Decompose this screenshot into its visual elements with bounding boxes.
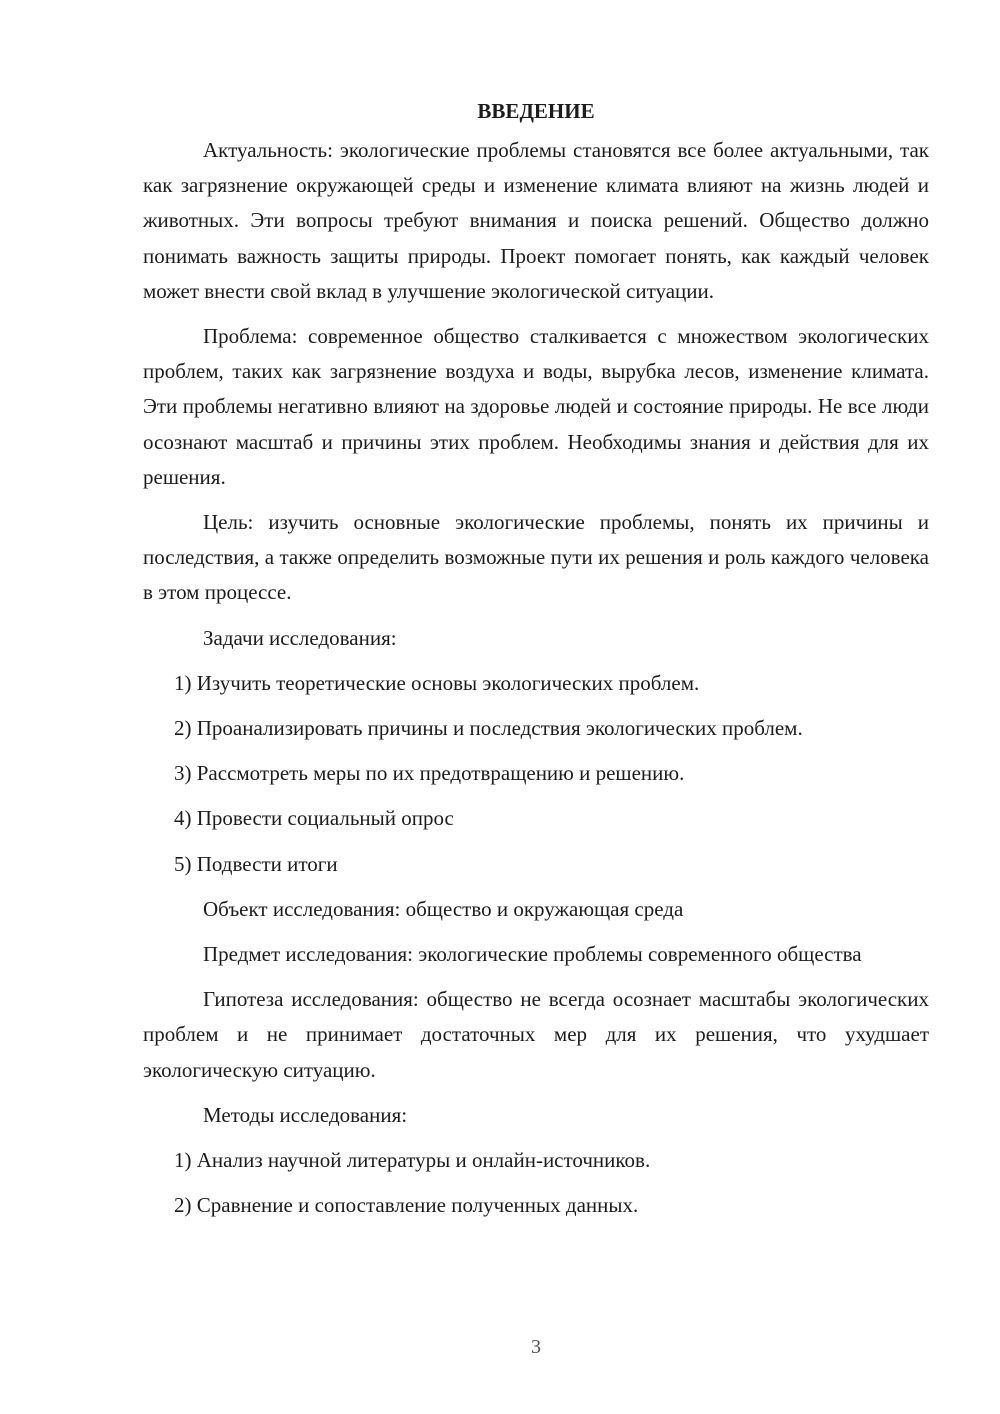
document-page — [143, 93, 929, 1233]
methods-heading: Методы исследования: — [203, 1102, 408, 1127]
tasks-heading: Задачи исследования: — [203, 625, 397, 650]
task-item: 2) Проанализировать причины и последствия экологических проблем. — [174, 716, 803, 741]
page-title: ВВЕДЕНИЕ — [477, 99, 595, 123]
method-item: 2) Сравнение и сопоставление полученных данных. — [174, 1193, 639, 1218]
method-item: 1) Анализ научной литературы и онлайн-источников. — [174, 1148, 651, 1173]
problem-paragraph: Проблема: современное общество сталкивается с множеством экологических проблем, таких как загрязнение воздуха и воды, вырубка лесов, изменение климата. Эти проблемы негативно влияют на здоровье людей и состояние природы. Не все люди осознают масштаб и причины этих проблем. Необходимы знания и действия для их решения. — [143, 324, 929, 489]
task-item: 1) Изучить теоретические основы экологических проблем. — [174, 670, 700, 695]
goal-paragraph: Цель: изучить основные экологические проблемы, понять их причины и последствия, а также определить возможные пути их решения и роль каждого человека в этом процессе. — [143, 510, 929, 605]
hypothesis-paragraph: Гипотеза исследования: общество не всегда осознает масштабы экологических проблем и не принимает достаточных мер для их решения, что ухудшает экологическую ситуацию. — [143, 987, 929, 1082]
page-number: 3 — [531, 1336, 541, 1358]
task-item: 3) Рассмотреть меры по их предотвращению и решению. — [174, 761, 685, 786]
relevance-paragraph: Актуальность: экологические проблемы становятся все более актуальными, так как загрязнение окружающей среды и изменение климата влияют на жизнь людей и животных. Эти вопросы требуют внимания и поиска решений. Общество должно понимать важность защиты природы. Проект помогает понять, как каждый человек может внести свой вклад в улучшение экологической ситуации. — [143, 138, 929, 303]
research-subject: Предмет исследования: экологические проблемы современного общества — [203, 942, 862, 967]
task-item: 4) Провести социальный опрос — [174, 806, 454, 831]
task-item: 5) Подвести итоги — [174, 851, 338, 876]
research-object: Объект исследования: общество и окружающая среда — [203, 896, 684, 921]
